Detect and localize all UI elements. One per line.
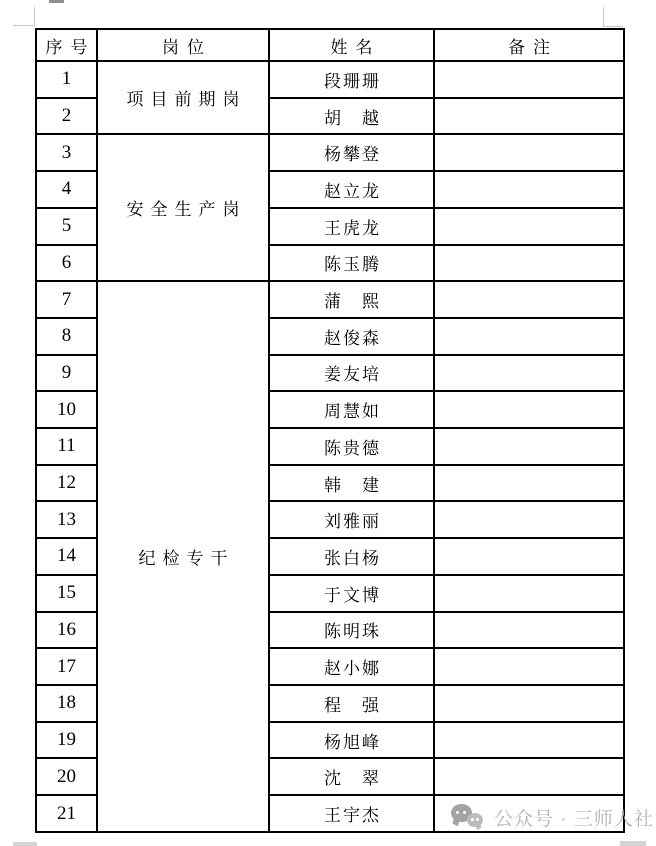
cell-name: 陈明珠 xyxy=(269,612,434,649)
cell-note xyxy=(434,245,624,282)
page-margin-mark-bottom-right xyxy=(620,841,646,846)
cell-note xyxy=(434,318,624,355)
cell-serial: 15 xyxy=(36,575,97,612)
roster-table-body xyxy=(36,61,624,832)
cell-name: 王宇杰 xyxy=(269,795,434,832)
cell-note xyxy=(434,575,624,612)
cell-name: 张白杨 xyxy=(269,538,434,575)
cell-serial: 11 xyxy=(36,428,97,465)
wechat-bubbles-icon xyxy=(450,803,487,831)
cell-serial: 3 xyxy=(36,134,97,171)
watermark xyxy=(450,803,654,831)
cell-serial: 13 xyxy=(36,501,97,538)
cell-name: 韩 建 xyxy=(269,465,434,502)
cell-note xyxy=(434,134,624,171)
cell-name: 于文博 xyxy=(269,575,434,612)
cell-serial: 20 xyxy=(36,758,97,795)
page-margin-corner-top-right xyxy=(603,7,623,27)
cell-note xyxy=(434,355,624,392)
cell-name: 程 强 xyxy=(269,685,434,722)
cell-name: 陈玉腾 xyxy=(269,245,434,282)
cell-note xyxy=(434,612,624,649)
cell-serial: 17 xyxy=(36,648,97,685)
cell-serial: 8 xyxy=(36,318,97,355)
cell-name: 沈 翠 xyxy=(269,758,434,795)
cell-serial: 16 xyxy=(36,612,97,649)
cell-note xyxy=(434,722,624,759)
cell-name: 杨攀登 xyxy=(269,134,434,171)
cell-serial: 19 xyxy=(36,722,97,759)
cell-position: 项目前期岗 xyxy=(97,61,269,134)
cell-name: 杨旭峰 xyxy=(269,722,434,759)
cell-position: 安全生产岗 xyxy=(97,134,269,281)
cell-serial: 21 xyxy=(36,795,97,832)
cell-note xyxy=(434,538,624,575)
cell-note xyxy=(434,758,624,795)
table-row xyxy=(36,134,624,171)
page-margin-mark-bottom-left xyxy=(13,842,37,846)
cell-serial: 12 xyxy=(36,465,97,502)
cell-name: 胡 越 xyxy=(269,98,434,135)
cell-name: 赵小娜 xyxy=(269,648,434,685)
page-margin-corner-top-left xyxy=(13,7,35,26)
wechat-small-bubble xyxy=(467,813,483,827)
cell-name: 姜友培 xyxy=(269,355,434,392)
bubble-eye xyxy=(463,811,466,814)
cell-serial: 5 xyxy=(36,208,97,245)
header-position: 岗位 xyxy=(97,29,269,61)
cell-note xyxy=(434,685,624,722)
cell-name: 陈贵德 xyxy=(269,428,434,465)
cell-note xyxy=(434,281,624,318)
cell-position: 纪检专干 xyxy=(97,281,269,832)
cell-serial: 14 xyxy=(36,538,97,575)
cutoff-content-mark xyxy=(49,0,64,3)
cell-serial: 6 xyxy=(36,245,97,282)
header-row xyxy=(36,29,624,61)
watermark-label: 公众号 · 三师人社 xyxy=(494,808,654,830)
bubble-eye xyxy=(456,811,459,814)
cell-serial: 1 xyxy=(36,61,97,98)
cell-serial: 2 xyxy=(36,98,97,135)
table-row xyxy=(36,61,624,98)
cell-serial: 7 xyxy=(36,281,97,318)
cell-name: 赵立龙 xyxy=(269,171,434,208)
cell-serial: 4 xyxy=(36,171,97,208)
roster-table xyxy=(35,28,625,833)
cell-note xyxy=(434,428,624,465)
cell-serial: 18 xyxy=(36,685,97,722)
cell-note xyxy=(434,171,624,208)
cell-name: 蒲 熙 xyxy=(269,281,434,318)
cell-name: 周慧如 xyxy=(269,391,434,428)
cell-note xyxy=(434,208,624,245)
cell-serial: 10 xyxy=(36,391,97,428)
header-note: 备注 xyxy=(434,29,624,61)
bubble-eye xyxy=(471,818,474,821)
header-serial: 序号 xyxy=(36,29,97,61)
cell-note xyxy=(434,501,624,538)
cell-name: 段珊珊 xyxy=(269,61,434,98)
bubble-eye xyxy=(476,818,479,821)
cell-name: 赵俊森 xyxy=(269,318,434,355)
header-name: 姓名 xyxy=(269,29,434,61)
cell-note xyxy=(434,648,624,685)
cell-serial: 9 xyxy=(36,355,97,392)
table-row xyxy=(36,281,624,318)
cell-note xyxy=(434,61,624,98)
cell-note xyxy=(434,465,624,502)
cell-note xyxy=(434,391,624,428)
cell-name: 王虎龙 xyxy=(269,208,434,245)
cell-note xyxy=(434,98,624,135)
cell-name: 刘雅丽 xyxy=(269,501,434,538)
